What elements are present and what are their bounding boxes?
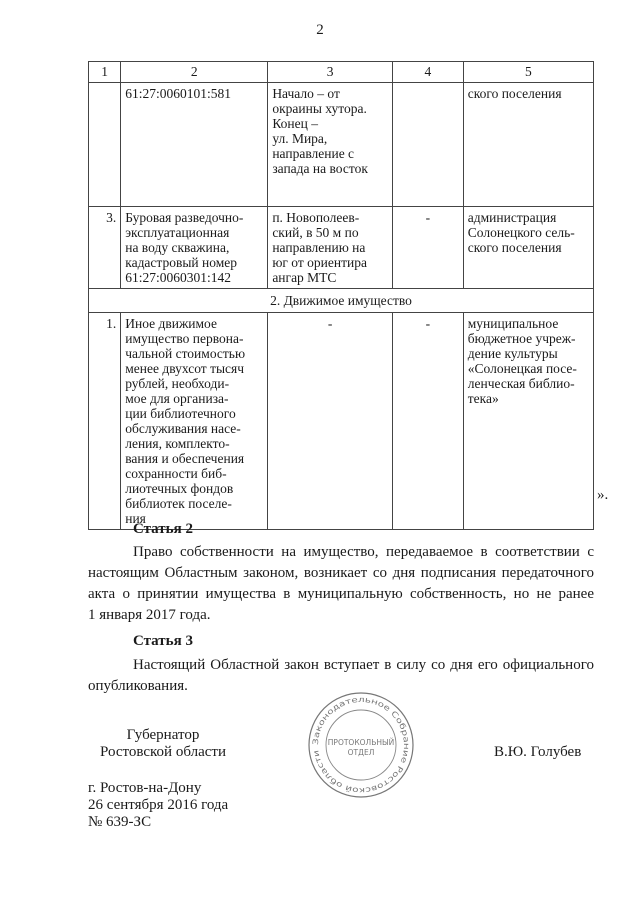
cell-line: 61:27:0060301:142 bbox=[125, 270, 231, 285]
cell-line: тека» bbox=[467, 391, 499, 406]
signatory-name: В.Ю. Голубев bbox=[494, 744, 582, 760]
signatory-title-line: Ростовской области bbox=[100, 744, 226, 760]
row-number: 1. bbox=[89, 313, 121, 530]
section-row bbox=[89, 289, 594, 313]
cell-line: вания и обеспечения bbox=[125, 451, 245, 466]
col4-cell bbox=[393, 83, 464, 207]
cell-line: администрация bbox=[467, 210, 557, 225]
article-3-heading: Статья 3 bbox=[133, 633, 193, 649]
cell-line: библиотек поселе- bbox=[125, 496, 232, 511]
col4-cell: - bbox=[393, 313, 464, 530]
cell-line: мое для организа- bbox=[125, 391, 229, 406]
cell-line: ангар МТС bbox=[272, 270, 337, 285]
owner-cell bbox=[463, 313, 593, 530]
table-row bbox=[89, 207, 594, 289]
cell-line: ния bbox=[125, 511, 146, 526]
stamp-center-line-2: ОТДЕЛ bbox=[347, 748, 375, 757]
cell-line: бюджетное учреж- bbox=[467, 331, 576, 346]
paragraph-line: настоящим Областным законом, возникает со дня подписания передаточного bbox=[88, 565, 594, 581]
cadastral-cell bbox=[121, 83, 268, 207]
paragraph-line: Право собственности на имущество, передаваемое в соответствии с bbox=[133, 544, 594, 560]
stamp-ring-text: Законодательное Собрание Ростовской области bbox=[310, 694, 412, 796]
cell-line: направлению на bbox=[272, 240, 366, 255]
signatory-title-line: Губернатор bbox=[126, 727, 200, 743]
table-row bbox=[89, 313, 594, 530]
paragraph-line: Настоящий Областной закон вступает в силу со дня его официального bbox=[133, 657, 594, 673]
header-col-5: 5 bbox=[463, 62, 593, 83]
date: 26 сентября 2016 года bbox=[88, 797, 229, 813]
cell-line: ского поселения bbox=[467, 86, 562, 101]
object-cell bbox=[121, 207, 268, 289]
row-number: 3. bbox=[89, 207, 121, 289]
article-2-text bbox=[88, 542, 594, 626]
header-col-3: 3 bbox=[268, 62, 393, 83]
cell-line: ции библиотечного bbox=[125, 406, 236, 421]
cell-line: направление с bbox=[272, 146, 355, 161]
cell-line: на воду скважина, bbox=[125, 240, 230, 255]
page-number: 2 bbox=[316, 22, 324, 38]
owner-cell bbox=[463, 207, 593, 289]
cell-line: сохранности биб- bbox=[125, 466, 227, 481]
official-stamp bbox=[306, 690, 416, 800]
row-number bbox=[89, 83, 121, 207]
location-cell bbox=[268, 207, 393, 289]
header-col-2: 2 bbox=[121, 62, 268, 83]
cell-line: ский, в 50 м по bbox=[272, 225, 359, 240]
cell-line: ленческая библио- bbox=[467, 376, 575, 391]
col4-cell: - bbox=[393, 207, 464, 289]
object-cell bbox=[121, 313, 268, 530]
header-col-4: 4 bbox=[393, 62, 464, 83]
cell-line: Конец – bbox=[272, 116, 318, 131]
cell-line: лиотечных фондов bbox=[125, 481, 234, 496]
cell-line: чальной стоимостью bbox=[125, 346, 246, 361]
cell-line: обслуживания насе- bbox=[125, 421, 241, 436]
location-cell: - bbox=[268, 313, 393, 530]
location-cell bbox=[268, 83, 393, 207]
cell-line: Иное движимое bbox=[125, 316, 217, 331]
law-number: № 639-ЗС bbox=[88, 814, 152, 830]
city: г. Ростов-на-Дону bbox=[88, 780, 202, 796]
property-table bbox=[88, 61, 594, 530]
cell-line: ского поселения bbox=[467, 240, 562, 255]
cell-line: юг от ориентира bbox=[272, 255, 367, 270]
cell-line: ления, комплекто- bbox=[125, 436, 230, 451]
cell-line: имущество первона- bbox=[125, 331, 244, 346]
closing-quote: ». bbox=[597, 487, 609, 503]
cell-line: 61:27:0060101:581 bbox=[125, 86, 231, 101]
paragraph-line: 1 января 2017 года. bbox=[88, 607, 211, 623]
cell-line: кадастровый номер bbox=[125, 255, 238, 270]
cell-line: окраины хутора. bbox=[272, 101, 367, 116]
cell-line: п. Новополеев- bbox=[272, 210, 360, 225]
cell-line: Начало – от bbox=[272, 86, 340, 101]
cell-line: ул. Мира, bbox=[272, 131, 328, 146]
cell-line: муниципальное bbox=[467, 316, 559, 331]
cell-line: Солонецкого сель- bbox=[467, 225, 575, 240]
cell-line: Буровая разведочно- bbox=[125, 210, 244, 225]
paragraph-line: опубликования. bbox=[88, 678, 188, 694]
article-2-heading: Статья 2 bbox=[133, 521, 193, 537]
owner-cell bbox=[463, 83, 593, 207]
cell-line: рублей, необходи- bbox=[125, 376, 230, 391]
stamp-center-line-1: ПРОТОКОЛЬНЫЙ bbox=[327, 738, 395, 747]
header-col-1: 1 bbox=[89, 62, 121, 83]
table-row bbox=[89, 83, 594, 207]
cell-line: запада на восток bbox=[272, 161, 368, 176]
cell-line: «Солонецкая посе- bbox=[467, 361, 577, 376]
section-title: 2. Движимое имущество bbox=[89, 289, 594, 313]
cell-line: менее двухсот тысяч bbox=[125, 361, 245, 376]
signatory-title bbox=[88, 727, 238, 761]
cell-line: дение культуры bbox=[467, 346, 558, 361]
table-header-row bbox=[89, 62, 594, 83]
cell-line: эксплуатационная bbox=[125, 225, 230, 240]
paragraph-line: акта о принятии имущества в муниципальную собственность, но не ранее bbox=[88, 586, 594, 602]
